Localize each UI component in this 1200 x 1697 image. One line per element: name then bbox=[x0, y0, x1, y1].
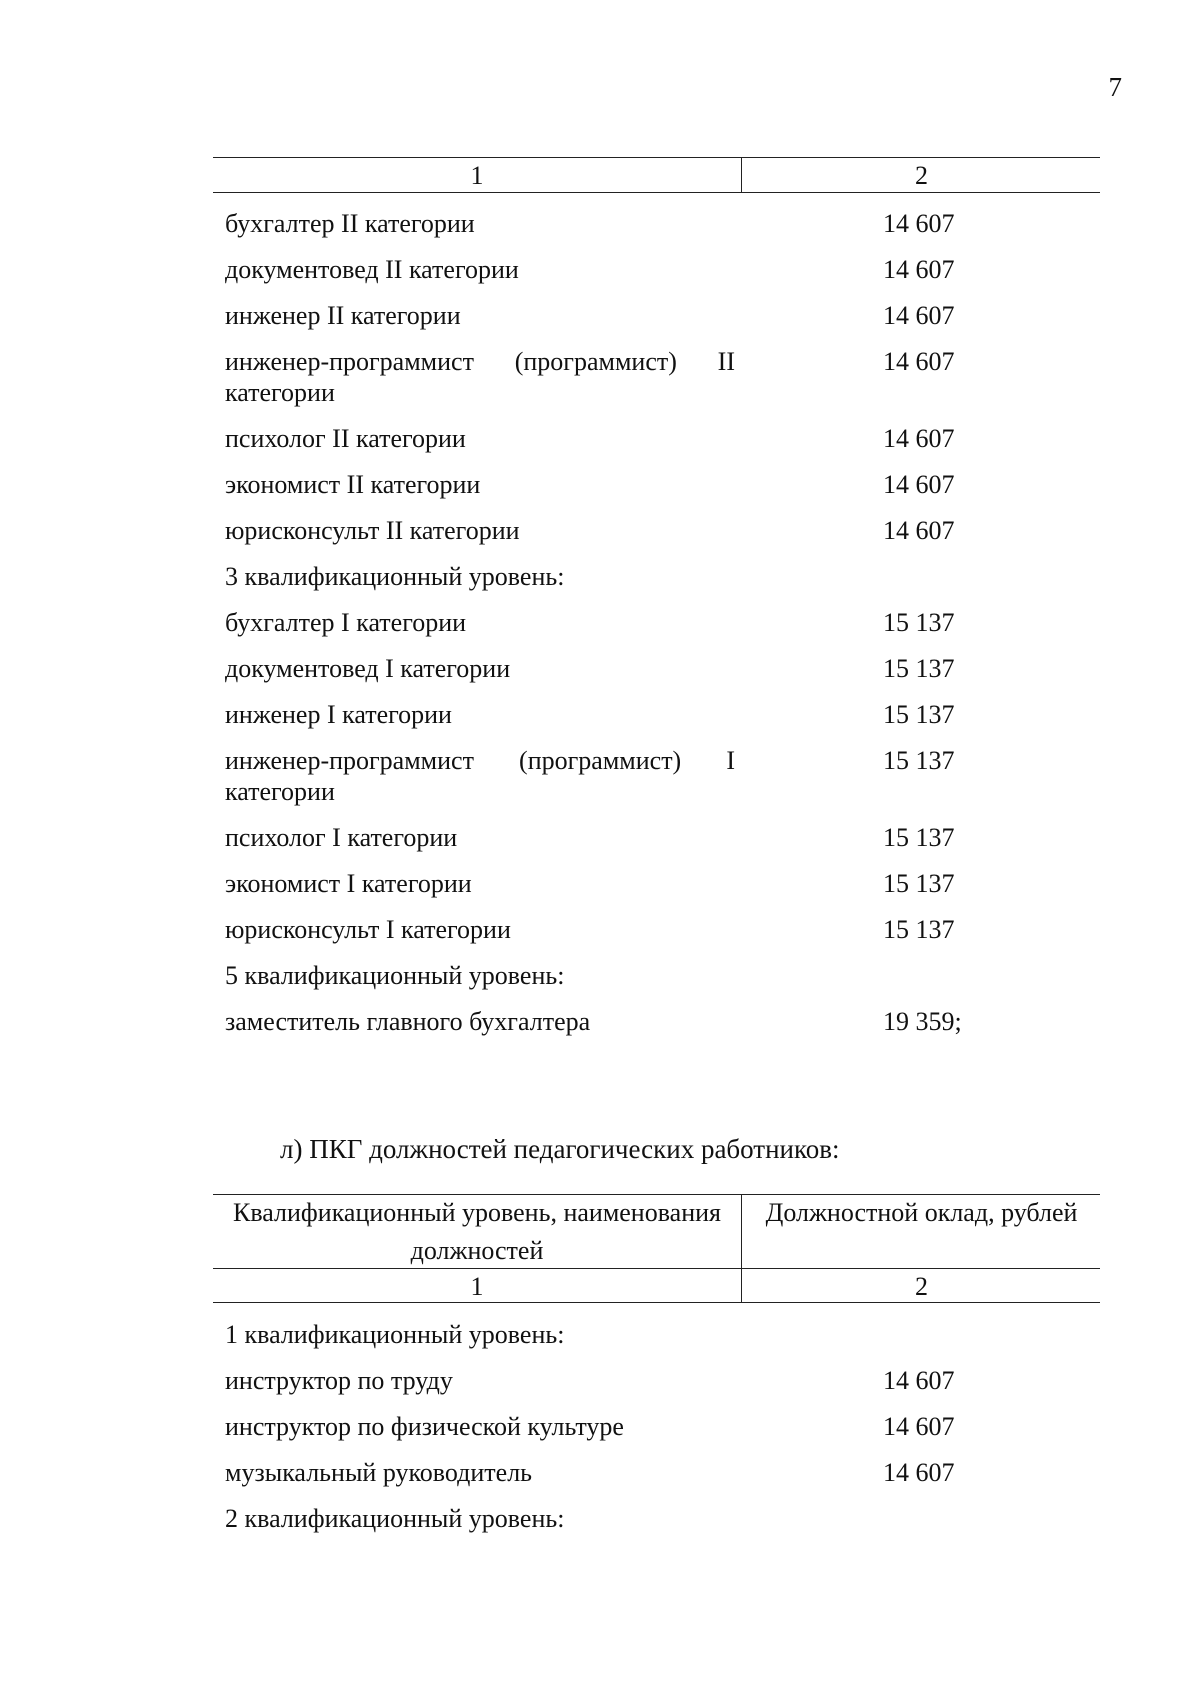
table-row bbox=[213, 1365, 1100, 1396]
column-divider bbox=[741, 1194, 742, 1302]
salary-value: 15 137 bbox=[883, 823, 955, 852]
salary-value: 14 607 bbox=[883, 470, 955, 499]
salary-value: 15 137 bbox=[883, 915, 955, 944]
position-name: психолог II категории bbox=[225, 424, 466, 453]
header-bottom-rule bbox=[213, 1302, 1100, 1303]
salary-value: 15 137 bbox=[883, 700, 955, 729]
position-name: экономист I категории bbox=[225, 869, 472, 898]
table-row bbox=[213, 1457, 1100, 1488]
position-name: 3 квалификационный уровень: bbox=[225, 562, 565, 591]
column-number-2: 2 bbox=[915, 161, 928, 190]
table-row bbox=[213, 561, 1100, 592]
table-row bbox=[213, 653, 1100, 684]
salary-value: 14 607 bbox=[883, 424, 955, 453]
page-number: 7 bbox=[1108, 72, 1122, 102]
table-row bbox=[213, 346, 1100, 408]
table-row bbox=[213, 914, 1100, 945]
table-body bbox=[213, 1319, 1100, 1549]
position-name: инженер II категории bbox=[225, 301, 461, 330]
table-row bbox=[213, 1503, 1100, 1534]
position-name: 1 квалификационный уровень: bbox=[225, 1320, 565, 1349]
table-row bbox=[213, 868, 1100, 899]
header-salary: Должностной оклад, рублей bbox=[765, 1198, 1078, 1227]
position-name: документовед I категории bbox=[225, 654, 511, 683]
table-row bbox=[213, 300, 1100, 331]
header-bottom-rule bbox=[213, 192, 1100, 193]
table-row bbox=[213, 1006, 1100, 1037]
salary-value: 19 359; bbox=[883, 1007, 962, 1036]
position-name: инженер-программист (программист) I категории bbox=[225, 746, 735, 806]
salary-value: 14 607 bbox=[883, 209, 955, 238]
salary-value: 14 607 bbox=[883, 301, 955, 330]
salary-value: 14 607 bbox=[883, 1412, 955, 1441]
column-divider bbox=[741, 157, 742, 193]
position-name: документовед II категории bbox=[225, 255, 519, 284]
table-row bbox=[213, 1319, 1100, 1350]
table-row bbox=[213, 699, 1100, 730]
salary-value: 14 607 bbox=[883, 347, 955, 376]
position-name: 5 квалификационный уровень: bbox=[225, 961, 565, 990]
table-row bbox=[213, 208, 1100, 239]
table-row bbox=[213, 254, 1100, 285]
position-name: экономист II категории bbox=[225, 470, 481, 499]
header-qualification-level: Квалификационный уровень, наименования должностей bbox=[233, 1198, 721, 1265]
section-intro: л) ПКГ должностей педагогических работников: bbox=[280, 1134, 840, 1164]
column-number-1: 1 bbox=[470, 161, 484, 190]
table-row bbox=[213, 423, 1100, 454]
position-name: музыкальный руководитель bbox=[225, 1458, 533, 1487]
table-row bbox=[213, 469, 1100, 500]
table-row bbox=[213, 745, 1100, 807]
salary-value: 14 607 bbox=[883, 1366, 955, 1395]
table-row bbox=[213, 822, 1100, 853]
column-number-1: 1 bbox=[470, 1272, 484, 1301]
table-row bbox=[213, 960, 1100, 991]
salary-value: 15 137 bbox=[883, 869, 955, 898]
column-number-2: 2 bbox=[915, 1272, 928, 1301]
position-name: инженер-программист (программист) II категории bbox=[225, 347, 735, 407]
salary-value: 14 607 bbox=[883, 516, 955, 545]
salary-value: 15 137 bbox=[883, 608, 955, 637]
position-name: инструктор по физической культуре bbox=[225, 1412, 624, 1441]
position-name: заместитель главного бухгалтера bbox=[225, 1007, 591, 1036]
table-row bbox=[213, 515, 1100, 546]
salary-value: 14 607 bbox=[883, 1458, 955, 1487]
salary-value: 14 607 bbox=[883, 255, 955, 284]
table-row bbox=[213, 1411, 1100, 1442]
position-name: 2 квалификационный уровень: bbox=[225, 1504, 565, 1533]
table-body bbox=[213, 208, 1100, 1052]
salary-value: 15 137 bbox=[883, 746, 955, 775]
position-name: бухгалтер I категории bbox=[225, 608, 467, 637]
position-name: юрисконсульт I категории bbox=[225, 915, 511, 944]
position-name: психолог I категории bbox=[225, 823, 458, 852]
salary-value: 15 137 bbox=[883, 654, 955, 683]
position-name: юрисконсульт II категории bbox=[225, 516, 520, 545]
position-name: инструктор по труду bbox=[225, 1366, 453, 1395]
position-name: инженер I категории bbox=[225, 700, 452, 729]
table-row bbox=[213, 607, 1100, 638]
position-name: бухгалтер II категории bbox=[225, 209, 475, 238]
